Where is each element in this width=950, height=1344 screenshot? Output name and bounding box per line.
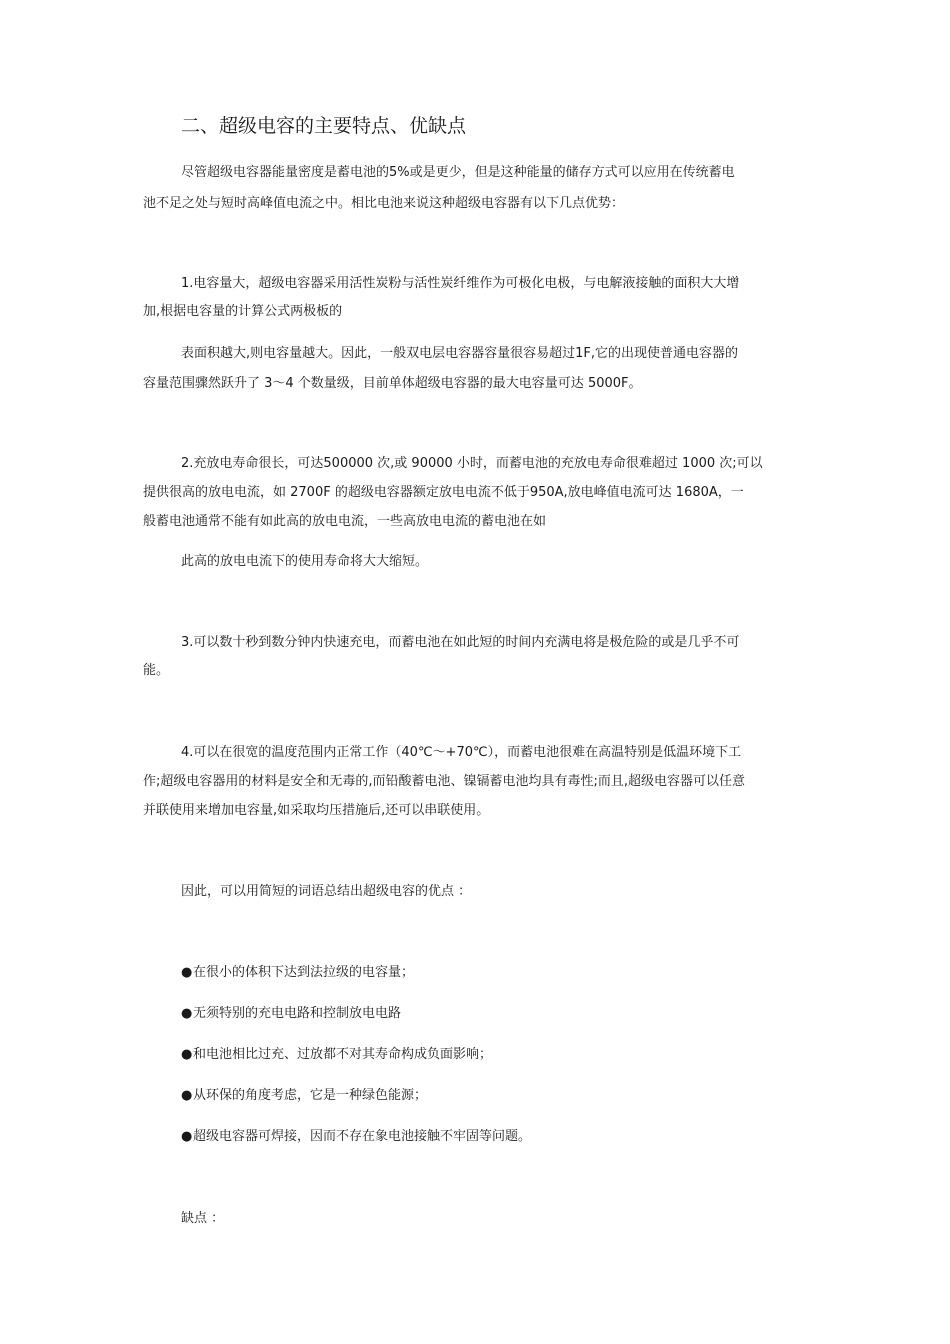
advantage-item <box>181 1088 427 1104</box>
advantage-item <box>181 1129 531 1145</box>
p2-line-2: 提供很高的放电电流，如 2700F 的超级电容器额定放电电流不低于950A,放电峰值电流可达 1680A，一 <box>143 485 744 500</box>
advantage-text: 无须特别的充电电路和控制放电电路 <box>193 1006 402 1021</box>
advantage-item <box>181 965 414 981</box>
advantage-text: 在很小的体积下达到法拉级的电容量； <box>193 965 415 980</box>
advantage-item <box>181 1006 401 1022</box>
p3-line-1: 3.可以数十秒到数分钟内快速充电，而蓄电池在如此短的时间内充满电将是极危险的或是几乎不可 <box>181 635 740 650</box>
p1b-line-1: 表面积越大,则电容量越大。因此，一般双电层电容器容量很容易超过1F,它的出现使普通电容器的 <box>181 346 739 361</box>
bullet-icon: ● <box>181 965 193 980</box>
p1b-line-2: 容量范围骤然跃升了 3～4 个数量级，目前单体超级电容器的最大电容量可达 5000F。 <box>143 376 642 391</box>
summary-line: 因此，可以用简短的词语总结出超级电容的优点 ： <box>181 884 472 899</box>
advantage-item <box>181 1047 492 1063</box>
p2-line-3: 般蓄电池通常不能有如此高的放电电流，一些高放电电流的蓄电池在如 <box>143 514 547 529</box>
bullet-icon: ● <box>181 1047 193 1062</box>
section-heading: 二、超级电容的主要特点、优缺点 <box>181 115 467 137</box>
advantage-text: 从环保的角度考虑，它是一种绿色能源； <box>193 1088 428 1103</box>
p2b-line-1: 此高的放电电流下的使用寿命将大大缩短。 <box>181 554 429 569</box>
p1-line-1: 1.电容量大，超级电容器采用活性炭粉与活性炭纤维作为可极化电极，与电解液接触的面积大大增 <box>181 276 740 291</box>
p4-line-3: 并联使用来增加电容量,如采取均压措施后,还可以串联使用。 <box>143 803 490 818</box>
p1-line-2: 加,根据电容量的计算公式两极板的 <box>143 304 343 319</box>
p3-line-2: 能。 <box>143 663 170 678</box>
intro-line-1: 尽管超级电容器能量密度是蓄电池的5%或是更少，但是这种能量的储存方式可以应用在传统蓄电 <box>181 165 735 180</box>
p2-line-1: 2.充放电寿命很长，可达500000 次,或 90000 小时，而蓄电池的充放电寿命很难超过 1000 次;可以 <box>181 456 763 471</box>
bullet-icon: ● <box>181 1006 193 1021</box>
bullet-icon: ● <box>181 1129 193 1144</box>
advantage-text: 超级电容器可焊接，因而不存在象电池接触不牢固等问题。 <box>193 1129 532 1144</box>
bullet-icon: ● <box>181 1088 193 1103</box>
advantage-text: 和电池相比过充、过放都不对其寿命构成负面影响； <box>193 1047 493 1062</box>
p4-line-2: 作;超级电容器用的材料是安全和无毒的,而铅酸蓄电池、镍镉蓄电池均具有毒性;而且,超级电容器可以任意 <box>143 774 746 789</box>
disadvantages-label: 缺点 ： <box>181 1211 225 1226</box>
p4-line-1: 4.可以在很宽的温度范围内正常工作（40℃～+70℃），而蓄电池很难在高温特别是低温环境下工 <box>181 745 742 760</box>
intro-line-2: 池不足之处与短时高峰值电流之中。相比电池来说这种超级电容器有以下几点优势： <box>143 196 625 211</box>
